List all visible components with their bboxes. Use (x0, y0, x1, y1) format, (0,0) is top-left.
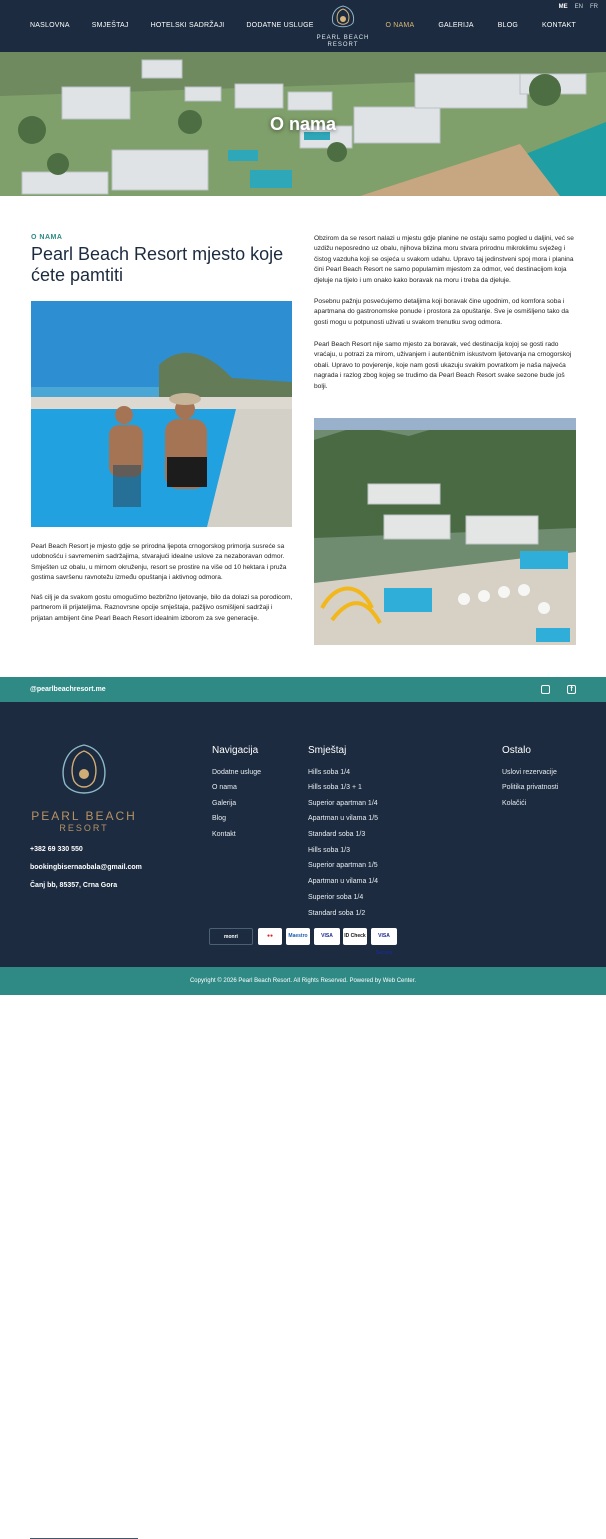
footer-acc-item[interactable]: Superior apartman 1/4 (308, 800, 378, 807)
about-left-paragraph-2: Naš cilj je da svakom gostu omogućimo bezbrižno ljetovanje, bilo da dolazi sa porodicom, partnerom ili prijateljima. Raznovrsne opcije smještaja, pažljivo osmišljeni sadržaji i prijatan ambijent čine Pearl Beach Resort idealnim izborom za sve generacije. (31, 594, 293, 622)
footer-navigation-title: Navigacija (212, 745, 259, 756)
social-strip (0, 677, 606, 702)
logo-line2: RESORT (327, 42, 359, 48)
nav-naslovna[interactable]: NASLOVNA (30, 22, 70, 29)
footer-accommodation-title: Smještaj (308, 745, 347, 756)
footer-nav-dodatne-usluge[interactable]: Dodatne usluge (212, 769, 262, 776)
footer-nav-galerija[interactable]: Galerija (212, 800, 237, 807)
footer-nav-blog[interactable]: Blog (212, 815, 227, 822)
footer-logo-line1: PEARL BEACH (31, 809, 137, 823)
address: Čanj bb, 85357, Crna Gora (30, 882, 118, 889)
hero-banner (0, 52, 606, 196)
monri-logo: monri (209, 928, 253, 945)
footer-acc-item[interactable]: Standard soba 1/3 (308, 831, 366, 838)
footer-acc-item[interactable]: Superior soba 1/4 (308, 894, 364, 901)
facebook-icon[interactable]: f (567, 685, 576, 694)
nav-hotelski-sadrzaji[interactable]: HOTELSKI SADRŽAJI (150, 22, 225, 29)
lang-me[interactable]: ME (558, 4, 568, 10)
visa-secure-logo: VISA Secure (371, 928, 397, 945)
about-right-paragraph-1: Obzirom da se resort nalazi u mjestu gdje planine ne ostaju samo pogled u daljini, već se uzdižu neposredno uz obalu, njihova blizina moru stvara prirodnu mikroklimu svježeg i čistog vazduha koji se osjeća u svakom udahu. Upravo taj jedinstveni spoj mora i planina čini Pearl Beach Resort ne samo popularnim mjestom za odmor, već destinacijom koja djeluje na tijelo i um onako kako boravak na moru i treba da djeluje. (314, 235, 574, 284)
footer-nav-o-nama[interactable]: O nama (212, 784, 237, 791)
about-heading: Pearl Beach Resort mjesto koje ćete pamtiti (31, 244, 284, 285)
instagram-icon[interactable] (541, 685, 550, 694)
instagram-handle[interactable]: @pearlbeachresort.me (30, 686, 106, 693)
email[interactable]: bookingbisernaobala@gmail.com (30, 864, 142, 871)
footer-acc-item[interactable]: Hills soba 1/3 (308, 847, 351, 854)
footer-logo-line2: RESORT (59, 823, 109, 833)
left-nav (30, 22, 336, 29)
phone[interactable]: +382 69 330 550 (30, 846, 83, 853)
nav-smjestaj[interactable]: SMJEŠTAJ (91, 22, 129, 29)
top-navigation (0, 0, 606, 52)
about-left-paragraph-1: Pearl Beach Resort je mjesto gdje se prirodna ljepota crnogorskog primorja susreće sa udobnošću i savremenim sadržajima, stvarajući idealne uslove za nezaboravan odmor. Smješten uz obalu, u mirnom okruženju, resort se prostire na više od 10 hektara i pruža gostima savršenu ravnotežu između opuštanja i aktivnog odmora. (31, 543, 287, 582)
footer-nav-kontakt[interactable]: Kontakt (212, 831, 236, 838)
footer-acc-item[interactable]: Standard soba 1/2 (308, 910, 366, 917)
footer-acc-item[interactable]: Apartman u vilama 1/4 (308, 878, 379, 885)
footer-other-title: Ostalo (502, 745, 531, 756)
section-kicker: O NAMA (31, 234, 63, 241)
footer-other-privatnost[interactable]: Politika privatnosti (502, 784, 559, 791)
resort-buildings-image (314, 418, 576, 645)
nav-o-nama[interactable]: O NAMA (385, 22, 415, 29)
about-right-paragraph-2: Posebnu pažnju posvećujemo detaljima koji boravak čine ugodnim, od komfora soba i apartmana do gastronomske ponude i prostora za opuštanje. Sve je osmišljeno tako da gosti mogu u potpunosti uživati u svakom trenutku svog odmora. (314, 298, 569, 326)
language-switcher (559, 4, 598, 10)
right-nav (362, 22, 577, 29)
pool-guests-image (31, 301, 292, 527)
footer-acc-item[interactable]: Apartman u vilama 1/5 (308, 815, 379, 822)
footer-shell-logo-icon (55, 742, 113, 800)
nav-galerija[interactable]: GALERIJA (438, 22, 474, 29)
nav-dodatne-usluge[interactable]: DODATNE USLUGE (246, 22, 314, 29)
hero-title: O nama (269, 114, 337, 134)
shell-logo-icon (328, 4, 358, 30)
mastercard-icon: ●● (258, 928, 282, 945)
resort-photo (314, 418, 576, 645)
footer-other-uslovi[interactable]: Uslovi rezervacije (502, 769, 557, 776)
footer-other-kolacici[interactable]: Kolačići (502, 800, 527, 807)
visa-logo: VISA (314, 928, 340, 945)
footer-acc-item[interactable]: Hills soba 1/4 (308, 769, 351, 776)
nav-blog[interactable]: BLOG (497, 22, 519, 29)
footer-logo[interactable] (30, 742, 138, 833)
copyright-bar: Copyright © 2026 Pearl Beach Resort. All Rights Reserved. Powered by Web Center. (0, 967, 606, 995)
id-check-logo: ID Check (343, 928, 367, 945)
lang-fr[interactable]: FR (590, 4, 598, 10)
footer-acc-item[interactable]: Hills soba 1/3 + 1 (308, 784, 362, 791)
nav-kontakt[interactable]: KONTAKT (542, 22, 576, 29)
footer-acc-item[interactable]: Superior apartman 1/5 (308, 862, 378, 869)
lang-en[interactable]: EN (574, 4, 583, 10)
maestro-logo: Maestro (286, 928, 310, 945)
logo-line1: PEARL BEACH (316, 35, 370, 41)
about-right-paragraph-3: Pearl Beach Resort nije samo mjesto za boravak, već destinacija kojoj se gosti rado vraćaju, u potrazi za mirom, uživanjem i autentičnim iskustvom ljetovanja na crnogorskoj obali. Upravo to povjerenje, koje nam gosti ukazuju svakim povratkom je naša najveća nagrada i razlog zbog kojeg se trudimo da Pearl Beach Resort svake sezone bude još bolji. (314, 341, 572, 390)
pool-photo (31, 301, 292, 527)
